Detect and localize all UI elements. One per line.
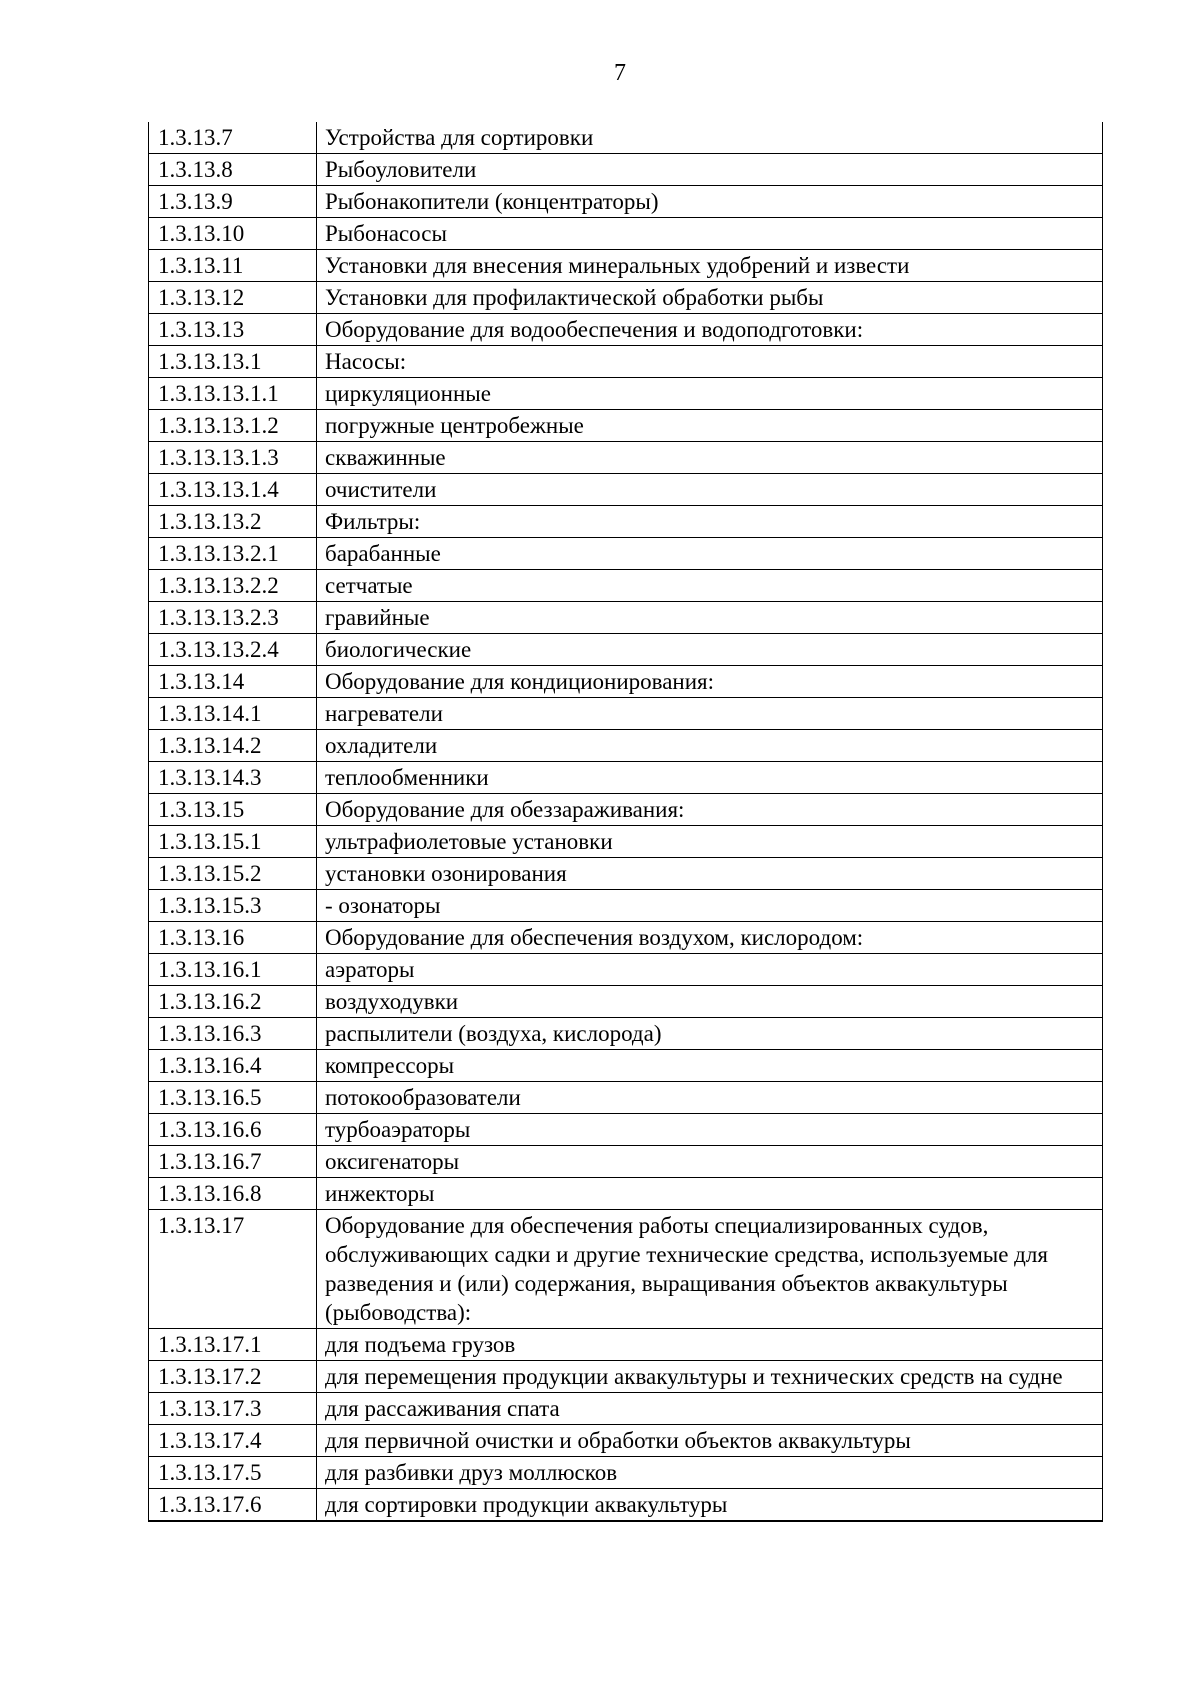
table-row (149, 826, 1103, 858)
row-code: 1.3.13.14.2 (149, 730, 317, 762)
row-code: 1.3.13.15.2 (149, 858, 317, 890)
row-name: для разбивки друз моллюсков (317, 1457, 1103, 1489)
table-row (149, 1393, 1103, 1425)
table-row (149, 1489, 1103, 1522)
row-name: - озонаторы (317, 890, 1103, 922)
table-row (149, 1018, 1103, 1050)
table-row (149, 1329, 1103, 1361)
row-name: биологические (317, 634, 1103, 666)
classification-table (148, 122, 1103, 1522)
row-name: распылители (воздуха, кислорода) (317, 1018, 1103, 1050)
table-body (149, 122, 1103, 1521)
row-code: 1.3.13.13.1.4 (149, 474, 317, 506)
row-code: 1.3.13.15.3 (149, 890, 317, 922)
row-name: очистители (317, 474, 1103, 506)
table-row (149, 1425, 1103, 1457)
row-name: ультрафиолетовые установки (317, 826, 1103, 858)
table-row (149, 346, 1103, 378)
row-code: 1.3.13.16.3 (149, 1018, 317, 1050)
row-code: 1.3.13.16.1 (149, 954, 317, 986)
row-code: 1.3.13.14 (149, 666, 317, 698)
table-row (149, 154, 1103, 186)
row-code: 1.3.13.17.1 (149, 1329, 317, 1361)
row-code: 1.3.13.13.2 (149, 506, 317, 538)
table-row (149, 954, 1103, 986)
row-name: гравийные (317, 602, 1103, 634)
table-row (149, 570, 1103, 602)
row-code: 1.3.13.13.1.3 (149, 442, 317, 474)
row-name: циркуляционные (317, 378, 1103, 410)
row-code: 1.3.13.13.1 (149, 346, 317, 378)
row-name: Устройства для сортировки (317, 122, 1103, 154)
table-row (149, 282, 1103, 314)
row-name: турбоаэраторы (317, 1114, 1103, 1146)
row-code: 1.3.13.13 (149, 314, 317, 346)
page-number: 7 (614, 60, 626, 86)
row-name: для первичной очистки и обработки объектов аквакультуры (317, 1425, 1103, 1457)
row-name: для перемещения продукции аквакультуры и технических средств на судне (317, 1361, 1103, 1393)
table-row (149, 506, 1103, 538)
table-row (149, 762, 1103, 794)
row-name: аэраторы (317, 954, 1103, 986)
table-row (149, 1210, 1103, 1329)
row-name: инжекторы (317, 1178, 1103, 1210)
row-name: компрессоры (317, 1050, 1103, 1082)
row-name: скважинные (317, 442, 1103, 474)
row-code: 1.3.13.17 (149, 1210, 317, 1329)
table-row (149, 474, 1103, 506)
row-code: 1.3.13.16.7 (149, 1146, 317, 1178)
row-code: 1.3.13.17.5 (149, 1457, 317, 1489)
table-row (149, 1050, 1103, 1082)
row-code: 1.3.13.13.2.1 (149, 538, 317, 570)
row-name: Оборудование для кондиционирования: (317, 666, 1103, 698)
row-code: 1.3.13.16.5 (149, 1082, 317, 1114)
table-row (149, 890, 1103, 922)
table-row (149, 986, 1103, 1018)
row-code: 1.3.13.14.1 (149, 698, 317, 730)
table-row (149, 378, 1103, 410)
row-code: 1.3.13.16.4 (149, 1050, 317, 1082)
row-name: оксигенаторы (317, 1146, 1103, 1178)
row-code: 1.3.13.11 (149, 250, 317, 282)
table-row (149, 314, 1103, 346)
table-row (149, 634, 1103, 666)
row-code: 1.3.13.16.6 (149, 1114, 317, 1146)
row-name: Оборудование для обеззараживания: (317, 794, 1103, 826)
row-code: 1.3.13.15.1 (149, 826, 317, 858)
table-row (149, 1146, 1103, 1178)
table-row (149, 922, 1103, 954)
row-name: для подъема грузов (317, 1329, 1103, 1361)
row-name: Оборудование для обеспечения работы специализированных судов, обслуживающих садки и другие технические средства, используемые для разведения и (или) содержания, выращивания объектов аквакультуры (рыбоводства): (317, 1210, 1103, 1329)
row-name: охладители (317, 730, 1103, 762)
table-row (149, 186, 1103, 218)
row-name: нагреватели (317, 698, 1103, 730)
row-name: установки озонирования (317, 858, 1103, 890)
table-row (149, 122, 1103, 154)
row-name: для рассаживания спата (317, 1393, 1103, 1425)
row-code: 1.3.13.17.6 (149, 1489, 317, 1522)
row-name: Установки для профилактической обработки рыбы (317, 282, 1103, 314)
table-row (149, 442, 1103, 474)
table-row (149, 1361, 1103, 1393)
row-name: барабанные (317, 538, 1103, 570)
table-row (149, 858, 1103, 890)
row-code: 1.3.13.13.1.2 (149, 410, 317, 442)
table-row (149, 698, 1103, 730)
row-name: для сортировки продукции аквакультуры (317, 1489, 1103, 1522)
row-name: Насосы: (317, 346, 1103, 378)
row-name: теплообменники (317, 762, 1103, 794)
row-name: Рыбонасосы (317, 218, 1103, 250)
row-code: 1.3.13.10 (149, 218, 317, 250)
row-code: 1.3.13.13.2.4 (149, 634, 317, 666)
row-code: 1.3.13.14.3 (149, 762, 317, 794)
row-code: 1.3.13.15 (149, 794, 317, 826)
row-name: погружные центробежные (317, 410, 1103, 442)
row-code: 1.3.13.16 (149, 922, 317, 954)
row-code: 1.3.13.16.8 (149, 1178, 317, 1210)
row-code: 1.3.13.17.3 (149, 1393, 317, 1425)
table-row (149, 602, 1103, 634)
row-code: 1.3.13.17.2 (149, 1361, 317, 1393)
row-code: 1.3.13.17.4 (149, 1425, 317, 1457)
row-code: 1.3.13.7 (149, 122, 317, 154)
row-code: 1.3.13.13.1.1 (149, 378, 317, 410)
table-row (149, 250, 1103, 282)
row-name: Установки для внесения минеральных удобрений и извести (317, 250, 1103, 282)
row-code: 1.3.13.12 (149, 282, 317, 314)
table-row (149, 730, 1103, 762)
row-name: Рыбоуловители (317, 154, 1103, 186)
table-row (149, 538, 1103, 570)
table-row (149, 1178, 1103, 1210)
table-row (149, 1457, 1103, 1489)
table-row (149, 666, 1103, 698)
table-row (149, 794, 1103, 826)
row-name: Рыбонакопители (концентраторы) (317, 186, 1103, 218)
row-code: 1.3.13.8 (149, 154, 317, 186)
row-code: 1.3.13.13.2.3 (149, 602, 317, 634)
table-row (149, 1082, 1103, 1114)
table-row (149, 1114, 1103, 1146)
row-name: Фильтры: (317, 506, 1103, 538)
row-name: Оборудование для обеспечения воздухом, кислородом: (317, 922, 1103, 954)
table-row (149, 218, 1103, 250)
table-row (149, 410, 1103, 442)
row-code: 1.3.13.13.2.2 (149, 570, 317, 602)
row-name: воздуходувки (317, 986, 1103, 1018)
row-name: Оборудование для водообеспечения и водоподготовки: (317, 314, 1103, 346)
row-code: 1.3.13.16.2 (149, 986, 317, 1018)
row-code: 1.3.13.9 (149, 186, 317, 218)
row-name: потокообразователи (317, 1082, 1103, 1114)
row-name: сетчатые (317, 570, 1103, 602)
